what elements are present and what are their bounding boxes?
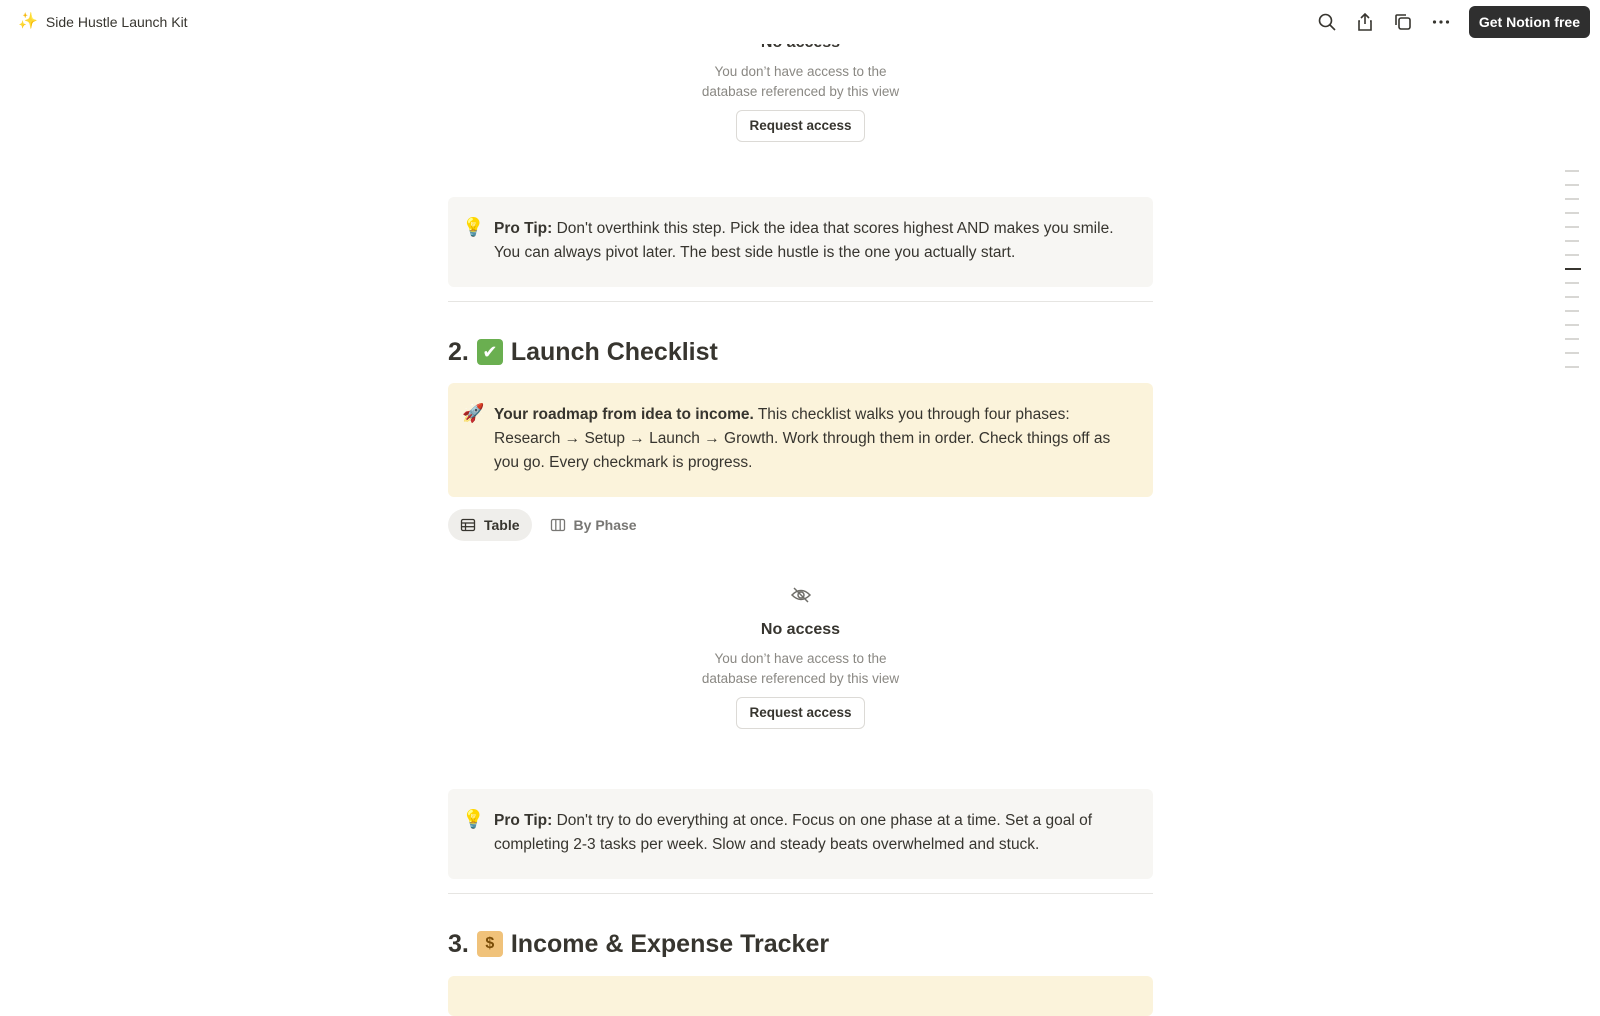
heading-title: Income & Expense Tracker	[510, 929, 830, 958]
roadmap-callout	[448, 383, 1153, 497]
outline-tick[interactable]	[1565, 268, 1581, 270]
section-heading-income-expense-tracker	[448, 926, 829, 962]
tab-label: By Phase	[573, 517, 637, 533]
outline-tick[interactable]	[1565, 352, 1579, 354]
table-icon	[460, 517, 476, 533]
page-breadcrumb[interactable]	[18, 12, 188, 32]
outline-tick[interactable]	[1565, 240, 1579, 242]
heading-number: 2.	[448, 337, 469, 366]
divider	[448, 893, 1153, 894]
callout-bold-label: Pro Tip:	[494, 220, 553, 237]
outline-tick[interactable]	[1565, 212, 1579, 214]
get-notion-free-button[interactable]: Get Notion free	[1469, 6, 1590, 38]
outline-tick[interactable]	[1565, 338, 1579, 340]
page-title: Side Hustle Launch Kit	[45, 14, 188, 30]
tab-label: Table	[484, 517, 520, 533]
lightbulb-icon: 💡	[462, 217, 485, 237]
outline-tick[interactable]	[1565, 170, 1579, 172]
divider	[448, 301, 1153, 302]
outline-tick[interactable]	[1565, 366, 1579, 368]
outline-tick[interactable]	[1565, 282, 1579, 284]
sparkle-icon: ✨	[18, 13, 38, 30]
database-view-tabs	[448, 509, 649, 541]
outline-tick[interactable]	[1565, 296, 1579, 298]
heading-title: Launch Checklist	[510, 337, 718, 366]
pro-tip-callout	[448, 197, 1153, 287]
no-access-block	[448, 585, 1153, 729]
request-access-button[interactable]: Request access	[736, 110, 864, 142]
tab-table[interactable]	[448, 509, 532, 541]
duplicate-icon[interactable]	[1389, 8, 1417, 36]
share-icon[interactable]	[1351, 8, 1379, 36]
callout-bold-label: Your roadmap from idea to income.	[494, 406, 754, 423]
callout-bold-label: Pro Tip:	[494, 812, 553, 829]
heading-number: 3.	[448, 929, 469, 958]
callout-text: Don't try to do everything at once. Focus on one phase at a time. Set a goal of completing 2-3 tasks per week. Slow and steady beats overwhelmed and stuck.	[494, 812, 1093, 853]
lightbulb-icon: 💡	[462, 809, 485, 829]
section-heading-launch-checklist	[448, 334, 718, 370]
check-mark-icon: ✔	[477, 339, 503, 365]
table-of-contents-outline[interactable]	[1565, 170, 1581, 380]
callout-text: Don't overthink this step. Pick the idea that scores highest AND makes you smile. You can always pivot later. The best side hustle is the one you actually start.	[494, 220, 1114, 261]
board-icon	[550, 517, 566, 533]
no-access-title: No access	[760, 621, 841, 638]
more-icon[interactable]	[1427, 8, 1455, 36]
toolbar-actions	[1313, 6, 1600, 38]
request-access-button[interactable]: Request access	[736, 697, 864, 729]
pro-tip-callout	[448, 789, 1153, 879]
outline-tick[interactable]	[1565, 198, 1579, 200]
tracker-callout	[448, 976, 1153, 1016]
search-icon[interactable]	[1313, 8, 1341, 36]
no-access-description: You don’t have access to the database referenced by this view	[701, 651, 900, 686]
eye-slash-icon	[448, 585, 1153, 607]
rocket-icon: 🚀	[462, 403, 485, 423]
callout-text: This checklist walks you through four phases: Research → Setup → Launch → Growth. Work through them in order. Check things off as you go. Every checkmark is progress.	[494, 406, 1111, 471]
money-bag-icon: $	[477, 931, 503, 957]
outline-tick[interactable]	[1565, 254, 1579, 256]
top-bar	[0, 0, 1600, 44]
outline-tick[interactable]	[1565, 310, 1579, 312]
outline-tick[interactable]	[1565, 184, 1579, 186]
outline-tick[interactable]	[1565, 324, 1579, 326]
no-access-description: You don’t have access to the database referenced by this view	[701, 64, 900, 99]
no-access-block	[448, 32, 1153, 142]
tab-by-phase[interactable]	[538, 509, 649, 541]
outline-tick[interactable]	[1565, 226, 1579, 228]
